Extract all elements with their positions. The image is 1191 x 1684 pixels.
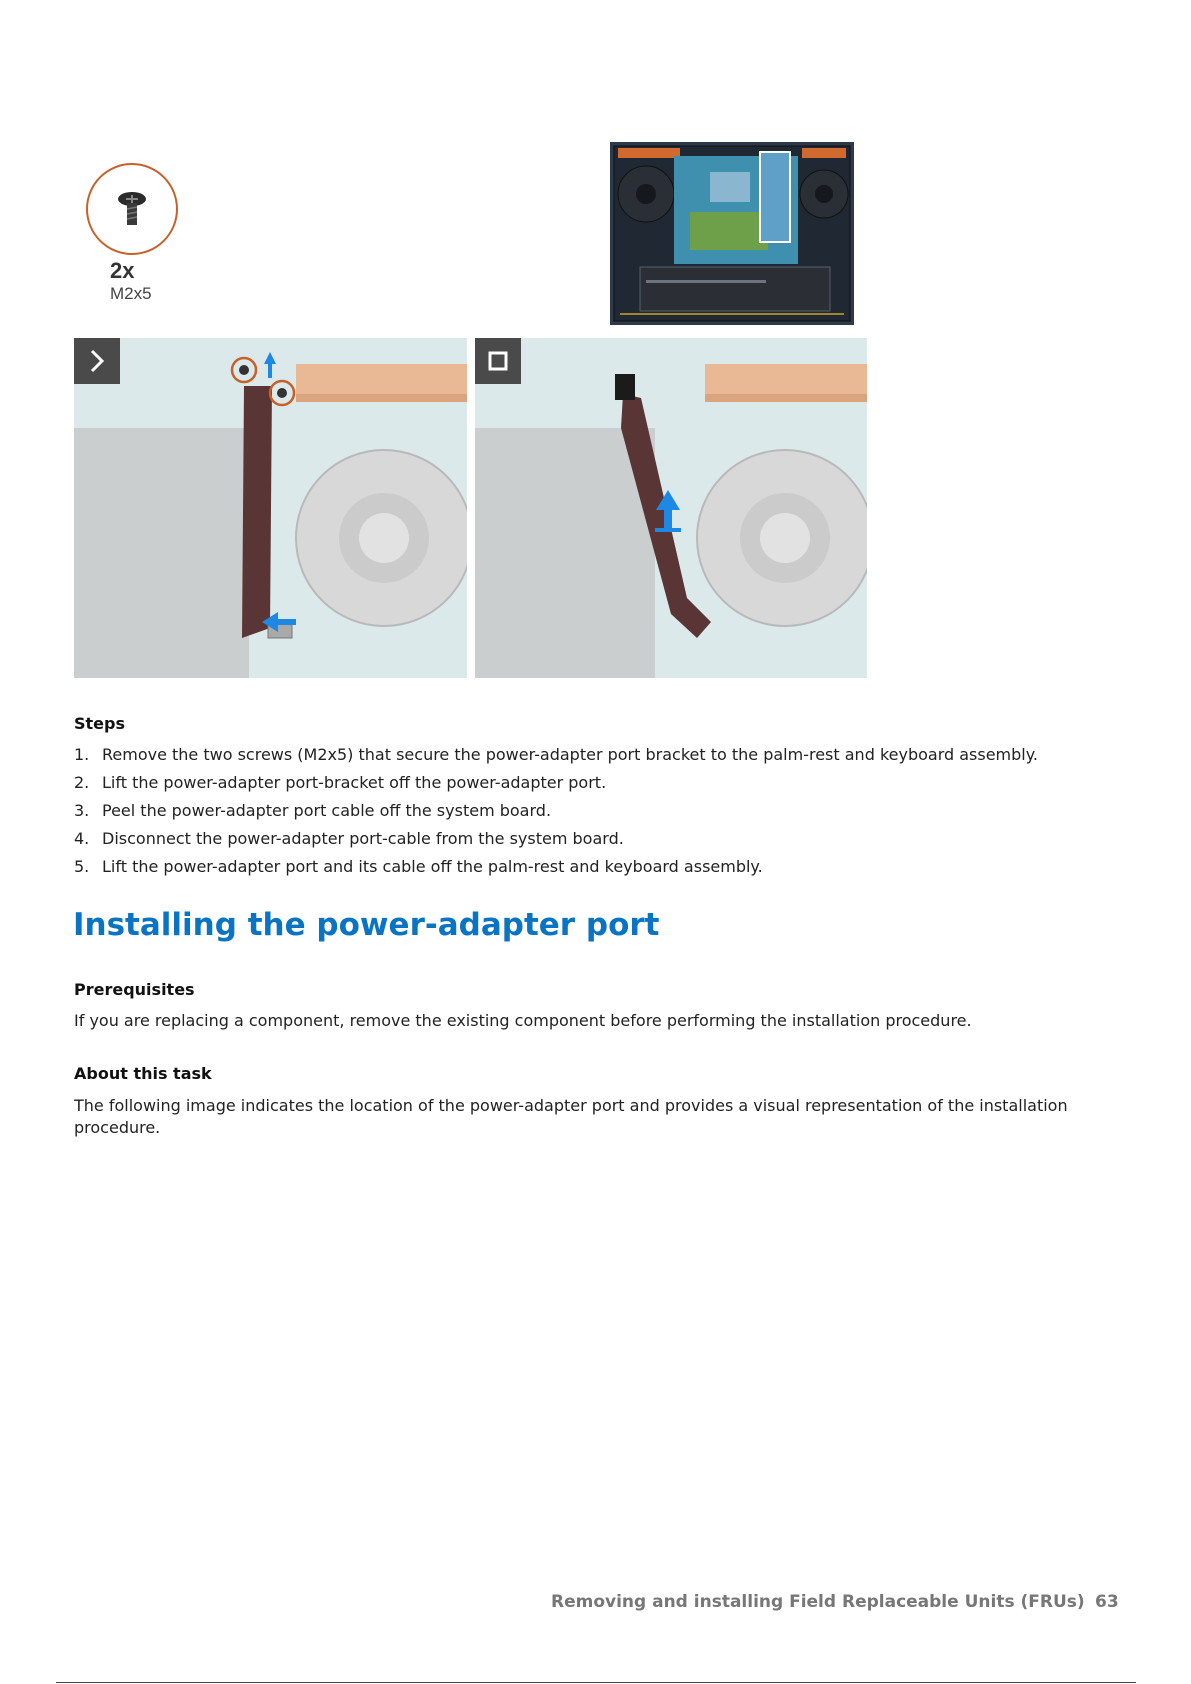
- chevron-right-icon: [74, 338, 120, 384]
- list-item: 2. Lift the power-adapter port-bracket off the power-adapter port.: [74, 773, 607, 792]
- step-final-badge: [475, 338, 521, 384]
- screw-icon: [88, 165, 176, 253]
- laptop-overview-figure: [610, 142, 854, 325]
- prerequisites-text: If you are replacing a component, remove the existing component before performing the installation procedure.: [74, 1011, 972, 1030]
- prerequisites-heading: Prerequisites: [74, 980, 195, 999]
- section-title: Installing the power-adapter port: [73, 907, 660, 943]
- list-item: 5. Lift the power-adapter port and its cable off the palm-rest and keyboard assembly.: [74, 857, 763, 876]
- screw-size: M2x5: [110, 284, 152, 303]
- list-item: 1. Remove the two screws (M2x5) that secure the power-adapter port bracket to the palm-rest and keyboard assembly.: [74, 745, 1039, 764]
- step-1-figure: [74, 338, 467, 678]
- stop-square-icon: [475, 338, 521, 384]
- list-item: 3. Peel the power-adapter port cable off the system board.: [74, 801, 552, 820]
- steps-list: [74, 743, 1124, 883]
- footer-chapter-title: Removing and installing Field Replaceable Units (FRUs): [551, 1592, 1085, 1612]
- step-next-badge: [74, 338, 120, 384]
- screw-callout: [86, 163, 178, 255]
- list-item: 4. Disconnect the power-adapter port-cable from the system board.: [74, 829, 624, 848]
- steps-heading: Steps: [74, 714, 125, 733]
- about-task-heading: About this task: [74, 1064, 212, 1083]
- screw-quantity: 2x: [110, 258, 135, 283]
- about-task-text: The following image indicates the location of the power-adapter port and provides a visual representation of the installation procedure.: [74, 1096, 1068, 1137]
- step-2-figure: [475, 338, 867, 678]
- page-number: 63: [1095, 1592, 1119, 1612]
- footer-divider: [56, 1682, 1136, 1683]
